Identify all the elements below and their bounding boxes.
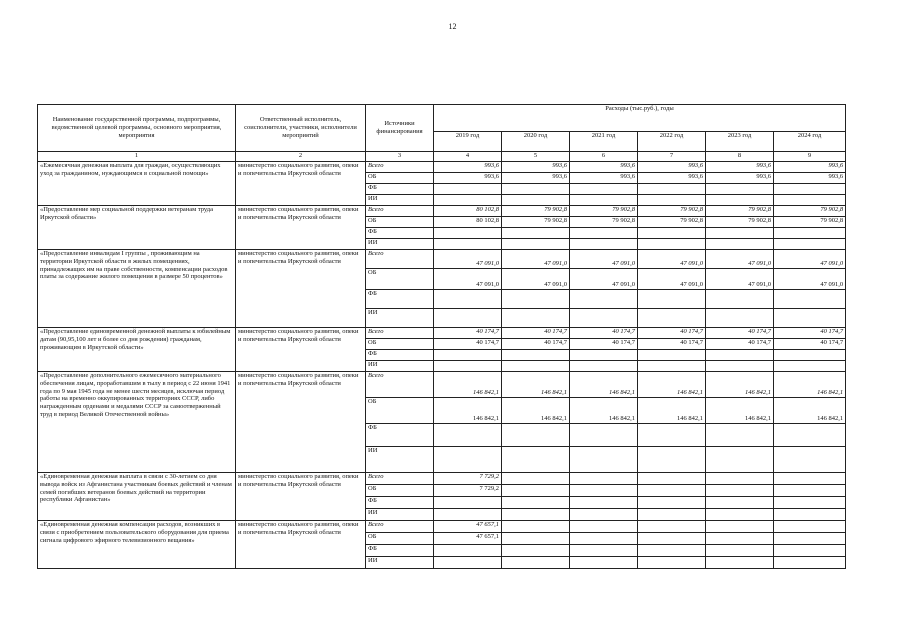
measure-name: «Предоставление инвалидам I группы , проживающим на территории Иркутской области в жилых помещениях, принадлежащих им на праве собственности, компенсации расходов платы за содержание жилого помещения в размере 50 процентов» [38,250,236,328]
value-cell [638,473,706,485]
value-cell [502,239,570,250]
value-cell: 146 842,1 [774,372,846,398]
source-total: Всего [366,250,434,269]
source-total: Всего [366,521,434,533]
value-cell [570,545,638,557]
value-cell: 993,6 [570,162,638,173]
value-cell [570,350,638,361]
value-cell [502,350,570,361]
value-cell: 993,6 [502,162,570,173]
value-cell: 79 902,8 [638,206,706,217]
source-fb: ФБ [366,228,434,239]
value-cell [570,557,638,569]
value-cell [434,290,502,309]
value-cell: 146 842,1 [570,398,638,424]
value-cell [502,228,570,239]
source-ii: ИИ [366,361,434,372]
value-cell [434,239,502,250]
value-cell [502,424,570,447]
value-cell [774,497,846,509]
value-cell [774,485,846,497]
header-source: Источники финансирования [366,105,434,152]
column-number: 1 [38,152,236,162]
measure-name: «Предоставление дополнительного ежемесячного материального обеспечения лицам, проработавшим в тылу в период с 22 июня 1941 года по 9 мая 1945 года не менее шести месяцев, исключая период работы на временно оккупированных территориях СССР, либо награжденным орденами и медалями СССР за самоотверженный труд в период Великой Отечественной войны» [38,372,236,473]
value-cell [774,533,846,545]
column-number: 6 [570,152,638,162]
value-cell [570,361,638,372]
value-cell [706,509,774,521]
value-cell [502,473,570,485]
value-cell [706,195,774,206]
value-cell [706,184,774,195]
value-cell: 993,6 [706,162,774,173]
value-cell: 7 729,2 [434,485,502,497]
value-cell: 79 902,8 [502,206,570,217]
header-executor: Ответственный исполнитель, соисполнители, участники, исполнители мероприятий [236,105,366,152]
value-cell [774,309,846,328]
value-cell [638,361,706,372]
value-cell: 40 174,7 [706,328,774,339]
source-ii: ИИ [366,239,434,250]
value-cell: 40 174,7 [502,339,570,350]
value-cell [570,195,638,206]
value-cell: 40 174,7 [706,339,774,350]
value-cell: 80 102,8 [434,217,502,228]
value-cell: 993,6 [570,173,638,184]
value-cell [502,545,570,557]
value-cell [570,309,638,328]
table-row [38,521,846,533]
value-cell: 47 091,0 [570,250,638,269]
value-cell [774,290,846,309]
source-fb: ФБ [366,350,434,361]
value-cell: 79 902,8 [706,217,774,228]
value-cell [502,521,570,533]
source-total: Всего [366,372,434,398]
value-cell: 47 091,0 [774,269,846,290]
value-cell: 40 174,7 [570,339,638,350]
value-cell [706,545,774,557]
value-cell: 146 842,1 [706,372,774,398]
value-cell [706,424,774,447]
value-cell [502,447,570,473]
column-number: 7 [638,152,706,162]
value-cell [434,184,502,195]
value-cell [638,509,706,521]
measure-executor: министерство социального развития, опеки и попечительства Иркутской области [236,328,366,372]
value-cell [570,521,638,533]
value-cell [638,533,706,545]
value-cell: 79 902,8 [502,217,570,228]
value-cell: 79 902,8 [638,217,706,228]
value-cell: 993,6 [434,173,502,184]
value-cell [570,485,638,497]
value-cell [434,228,502,239]
value-cell [774,473,846,485]
value-cell [706,350,774,361]
value-cell: 47 091,0 [434,250,502,269]
table-row [38,473,846,485]
value-cell [638,485,706,497]
source-total: Всего [366,162,434,173]
value-cell [502,361,570,372]
value-cell [706,290,774,309]
value-cell: 80 102,8 [434,206,502,217]
value-cell [502,309,570,328]
value-cell: 993,6 [638,173,706,184]
value-cell [774,447,846,473]
value-cell: 47 657,1 [434,533,502,545]
value-cell: 79 902,8 [706,206,774,217]
value-cell: 79 902,8 [570,217,638,228]
table-row [38,206,846,217]
value-cell [638,350,706,361]
value-cell [638,424,706,447]
value-cell [774,424,846,447]
column-number: 4 [434,152,502,162]
value-cell [570,533,638,545]
value-cell [706,361,774,372]
measure-name: «Предоставление единовременной денежной выплаты к юбилейным датам (90,95,100 лет и более со дня рождения) гражданам, проживающим в Иркутской области» [38,328,236,372]
value-cell: 47 091,0 [706,250,774,269]
value-cell: 47 091,0 [706,269,774,290]
value-cell: 47 657,1 [434,521,502,533]
header-year: 2020 год [502,132,570,152]
value-cell: 993,6 [774,162,846,173]
value-cell: 993,6 [502,173,570,184]
value-cell: 146 842,1 [570,372,638,398]
measure-name: «Предоставление мер социальной поддержки ветеранам труда Иркутской области» [38,206,236,250]
column-number: 2 [236,152,366,162]
value-cell [706,557,774,569]
source-ii: ИИ [366,195,434,206]
value-cell [502,485,570,497]
measure-executor: министерство социального развития, опеки и попечительства Иркутской области [236,473,366,521]
value-cell [502,557,570,569]
value-cell [774,184,846,195]
value-cell: 146 842,1 [638,398,706,424]
value-cell: 146 842,1 [774,398,846,424]
value-cell: 79 902,8 [570,206,638,217]
value-cell [502,290,570,309]
value-cell [638,447,706,473]
value-cell: 146 842,1 [706,398,774,424]
source-ob: ОБ [366,173,434,184]
value-cell: 993,6 [706,173,774,184]
value-cell [434,497,502,509]
table-row [38,328,846,339]
header-year: 2022 год [638,132,706,152]
source-fb: ФБ [366,497,434,509]
value-cell [638,557,706,569]
value-cell: 47 091,0 [434,269,502,290]
value-cell: 40 174,7 [434,339,502,350]
source-ii: ИИ [366,557,434,569]
value-cell: 47 091,0 [502,250,570,269]
measure-executor: министерство социального развития, опеки и попечительства Иркутской области [236,372,366,473]
source-ob: ОБ [366,217,434,228]
value-cell: 40 174,7 [638,339,706,350]
value-cell: 40 174,7 [434,328,502,339]
source-ob: ОБ [366,533,434,545]
value-cell [774,521,846,533]
measure-name: «Единовременная денежная выплата в связи с 30-летием со дня вывода войск из Афганистана участникам боевых действий и членам семей погибших ветеранов боевых действий на территории республики Афганистан» [38,473,236,521]
value-cell [706,473,774,485]
value-cell: 993,6 [434,162,502,173]
value-cell [774,361,846,372]
value-cell [774,195,846,206]
value-cell [434,350,502,361]
measure-name: «Ежемесячная денежная выплата для граждан, осуществляющих уход за гражданином, нуждающимся в социальной помощи» [38,162,236,206]
header-year: 2023 год [706,132,774,152]
source-total: Всего [366,206,434,217]
value-cell [502,509,570,521]
value-cell [706,309,774,328]
value-cell [706,447,774,473]
source-total: Всего [366,328,434,339]
source-ob: ОБ [366,398,434,424]
value-cell [638,184,706,195]
value-cell: 146 842,1 [434,372,502,398]
header-expenses: Расходы (тыс.руб.), годы [434,105,846,132]
value-cell: 993,6 [638,162,706,173]
value-cell [638,239,706,250]
source-ii: ИИ [366,309,434,328]
table-row [38,162,846,173]
column-number: 8 [706,152,774,162]
value-cell: 47 091,0 [638,250,706,269]
header-year: 2019 год [434,132,502,152]
value-cell [638,497,706,509]
value-cell [706,533,774,545]
value-cell [774,228,846,239]
value-cell [570,473,638,485]
header-year: 2021 год [570,132,638,152]
source-ob: ОБ [366,339,434,350]
value-cell: 146 842,1 [502,372,570,398]
source-ii: ИИ [366,447,434,473]
value-cell [570,497,638,509]
value-cell [434,361,502,372]
value-cell [638,309,706,328]
value-cell [434,309,502,328]
page-number: 12 [448,22,457,31]
column-number: 9 [774,152,846,162]
value-cell [570,184,638,195]
value-cell [638,228,706,239]
value-cell [638,195,706,206]
source-ii: ИИ [366,509,434,521]
source-fb: ФБ [366,424,434,447]
value-cell: 47 091,0 [570,269,638,290]
value-cell [434,195,502,206]
value-cell [570,447,638,473]
value-cell: 40 174,7 [570,328,638,339]
value-cell [570,239,638,250]
value-cell: 47 091,0 [774,250,846,269]
measure-executor: министерство социального развития, опеки и попечительства Иркутской области [236,162,366,206]
value-cell: 146 842,1 [502,398,570,424]
source-total: Всего [366,473,434,485]
value-cell [570,509,638,521]
expenses-table [37,104,846,569]
value-cell [434,545,502,557]
value-cell: 146 842,1 [638,372,706,398]
value-cell [502,195,570,206]
value-cell [706,521,774,533]
value-cell: 146 842,1 [434,398,502,424]
value-cell: 79 902,8 [774,217,846,228]
value-cell [502,497,570,509]
measure-name: «Единовременная денежная компенсация расходов, возникших в связи с приобретением пользовательского оборудования для приема сигнала цифрового эфирного телевизионного вещания» [38,521,236,569]
value-cell [434,509,502,521]
value-cell [638,290,706,309]
value-cell [774,509,846,521]
source-fb: ФБ [366,545,434,557]
value-cell [434,557,502,569]
value-cell [502,533,570,545]
value-cell: 40 174,7 [502,328,570,339]
value-cell: 7 729,2 [434,473,502,485]
value-cell [570,228,638,239]
header-year: 2024 год [774,132,846,152]
value-cell: 79 902,8 [774,206,846,217]
value-cell [570,290,638,309]
value-cell [638,545,706,557]
header-name: Наименование государственной программы, подпрограммы, ведомственной целевой программы, основного мероприятия, мероприятия [38,105,236,152]
value-cell: 40 174,7 [774,339,846,350]
value-cell: 40 174,7 [638,328,706,339]
value-cell [706,239,774,250]
measure-executor: министерство социального развития, опеки и попечительства Иркутской области [236,521,366,569]
source-fb: ФБ [366,184,434,195]
source-fb: ФБ [366,290,434,309]
value-cell: 40 174,7 [774,328,846,339]
value-cell [706,485,774,497]
column-number: 3 [366,152,434,162]
value-cell [434,447,502,473]
value-cell: 993,6 [774,173,846,184]
source-ob: ОБ [366,485,434,497]
column-numbers-row [38,152,846,162]
value-cell [706,497,774,509]
value-cell [502,184,570,195]
value-cell: 47 091,0 [502,269,570,290]
column-number: 5 [502,152,570,162]
value-cell: 47 091,0 [638,269,706,290]
value-cell [774,557,846,569]
table-row [38,372,846,398]
value-cell [706,228,774,239]
value-cell [774,239,846,250]
measure-executor: министерство социального развития, опеки и попечительства Иркутской области [236,250,366,328]
source-ob: ОБ [366,269,434,290]
table-row [38,250,846,269]
value-cell [434,424,502,447]
value-cell [774,350,846,361]
measure-executor: министерство социального развития, опеки и попечительства Иркутской области [236,206,366,250]
value-cell [638,521,706,533]
value-cell [774,545,846,557]
value-cell [570,424,638,447]
